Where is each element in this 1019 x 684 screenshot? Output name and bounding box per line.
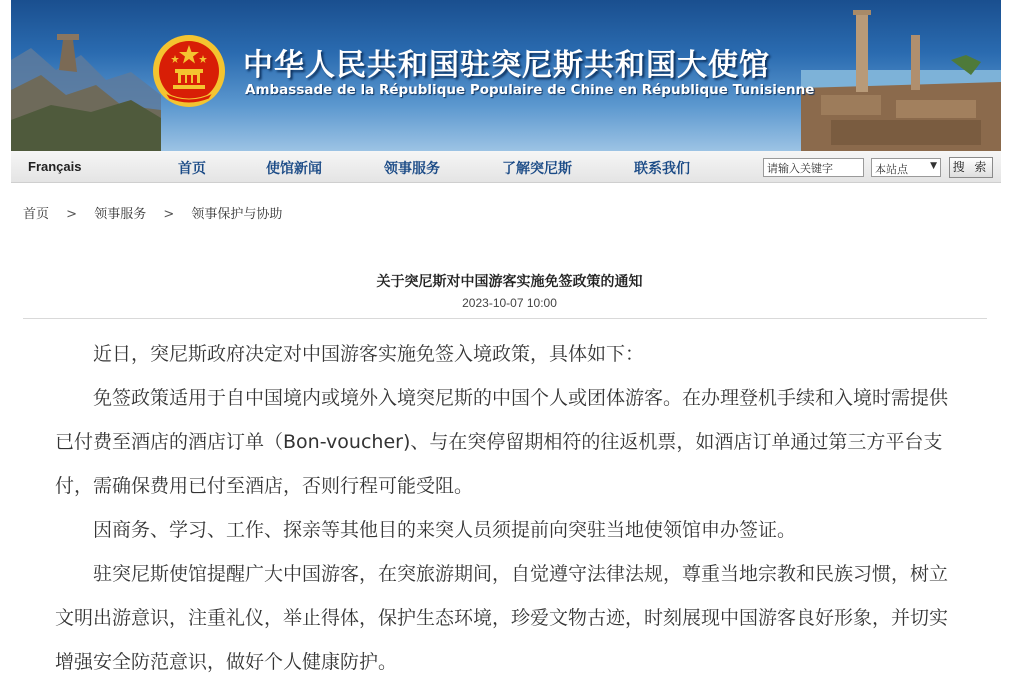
- nav-item-embassy-news[interactable]: 使馆新闻: [266, 161, 322, 177]
- language-switch-link[interactable]: Français: [28, 159, 82, 174]
- search-button[interactable]: 搜 索: [949, 157, 993, 178]
- search-scope-value: 本站点: [875, 163, 908, 176]
- breadcrumb-separator: >: [66, 207, 78, 222]
- header-banner: [11, 0, 1001, 151]
- nav-item-home[interactable]: 首页: [178, 161, 206, 177]
- great-wall-illustration: [11, 0, 161, 151]
- nav-item-consular-services[interactable]: 领事服务: [384, 161, 440, 177]
- breadcrumb-consular-protection[interactable]: 领事保护与协助: [191, 207, 283, 222]
- article-paragraph: 近日，突尼斯政府决定对中国游客实施免签入境政策，具体如下：: [93, 343, 645, 365]
- title-divider: [23, 318, 987, 319]
- nav-item-about-tunisia[interactable]: 了解突尼斯: [502, 161, 572, 177]
- carthage-ruins-illustration: [801, 0, 1001, 151]
- chevron-down-icon: ▼: [930, 161, 937, 171]
- article-paragraph: 驻突尼斯使馆提醒广大中国游客，在突旅游期间，自觉遵守法律法规，尊重当地宗教和民族习惯，树立文明出游意识，注重礼仪，举止得体，保护生态环境，珍爱文物古迹，时刻展现中国游客良好形象，并切实增强安全防范意识，做好个人健康防护。: [55, 563, 949, 673]
- breadcrumb-consular-services[interactable]: 领事服务: [94, 207, 147, 222]
- article-title: 关于突尼斯对中国游客实施免签政策的通知: [376, 274, 643, 290]
- article-paragraph: 免签政策适用于自中国境内或境外入境突尼斯的中国个人或团体游客。在办理登机手续和入境时需提供已付费至酒店的酒店订单（Bon-voucher)、与在突停留期相符的往返机票，如酒店订单通过第三方平台支付，需确保费用已付至酒店，否则行程可能受阻。: [55, 387, 949, 497]
- main-nav: [11, 151, 1001, 183]
- national-emblem-icon: [151, 33, 227, 109]
- search-input[interactable]: 请输入关键字: [763, 158, 864, 177]
- article-body: [55, 332, 965, 684]
- nav-item-contact-us[interactable]: 联系我们: [634, 161, 690, 177]
- breadcrumb-home[interactable]: 首页: [23, 207, 50, 222]
- embassy-title-fr: Ambassade de la République Populaire de Chine en République Tunisienne: [245, 82, 815, 98]
- breadcrumb: [23, 203, 282, 222]
- search-scope-select[interactable]: [871, 158, 941, 177]
- article-paragraph: 因商务、学习、工作、探亲等其他目的来突人员须提前向突驻当地使领馆申办签证。: [93, 519, 797, 541]
- breadcrumb-separator: >: [163, 207, 175, 222]
- embassy-title-cn: 中华人民共和国驻突尼斯共和国大使馆: [243, 48, 770, 83]
- article-date: 2023-10-07 10:00: [462, 296, 557, 310]
